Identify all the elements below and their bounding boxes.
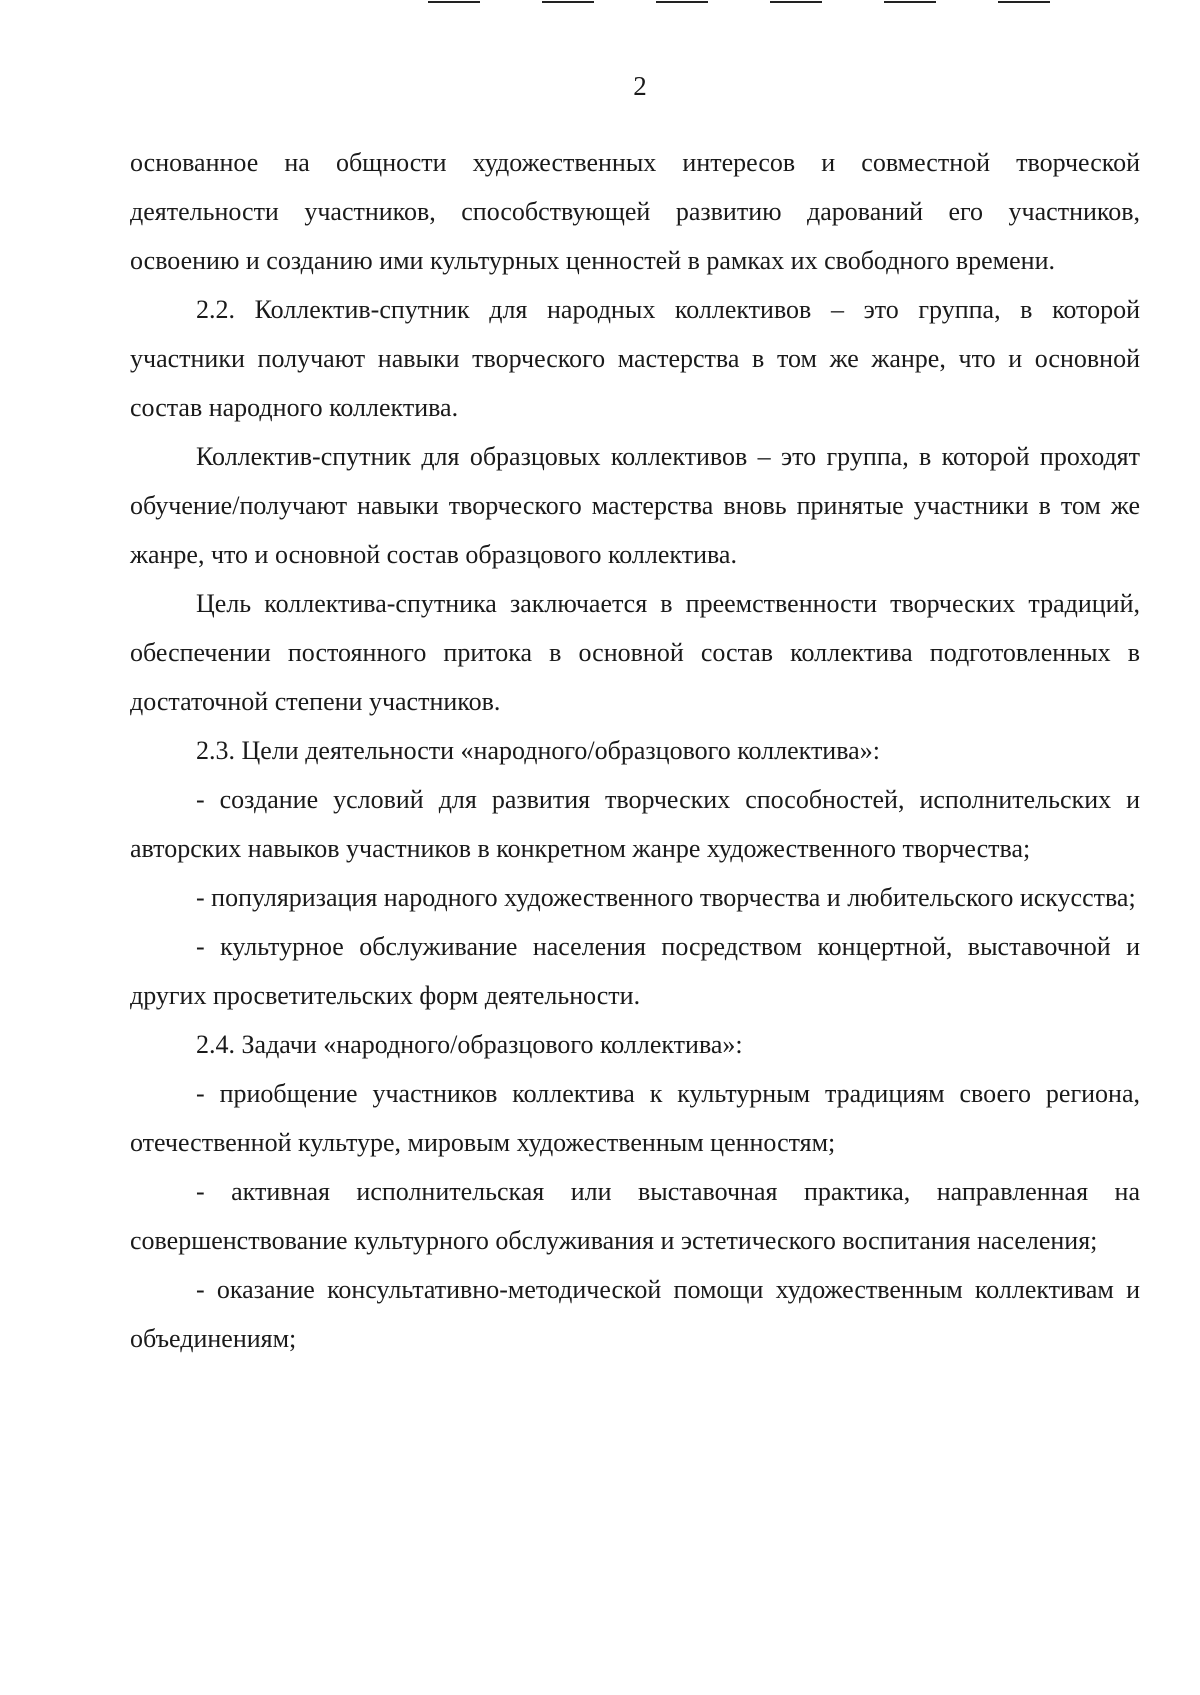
top-mark — [884, 1, 936, 3]
document-body — [130, 138, 1140, 1363]
paragraph-continuation: основанное на общности художественных интересов и совместной творческой деятельности участников, способствующей развитию дарований его участников, освоению и созданию ими культурных ценностей в рамках их свободного времени. — [130, 148, 1140, 275]
top-mark — [656, 1, 708, 3]
section-heading-2-4: 2.4. Задачи «народного/образцового коллектива»: — [196, 1030, 743, 1059]
list-item-task-1: - приобщение участников коллектива к культурным традициям своего региона, отечественной культуре, мировым художественным ценностям; — [130, 1079, 1140, 1157]
paragraph-satellite-goal: Цель коллектива-спутника заключается в преемственности творческих традиций, обеспечении постоянного притока в основной состав коллектива подготовленных в достаточной степени участников. — [130, 589, 1140, 716]
list-item-goal-1: - создание условий для развития творческих способностей, исполнительских и авторских навыков участников в конкретном жанре художественного творчества; — [130, 785, 1140, 863]
paragraph-2-2: 2.2. Коллектив-спутник для народных коллективов – это группа, в которой участники получают навыки творческого мастерства в том же жанре, что и основной состав народного коллектива. — [130, 295, 1140, 422]
top-edge-marks — [0, 0, 1200, 6]
section-heading-2-3: 2.3. Цели деятельности «народного/образцового коллектива»: — [196, 736, 880, 765]
paragraph-satellite-exemplary: Коллектив-спутник для образцовых коллективов – это группа, в которой проходят обучение/получают навыки творческого мастерства вновь принятые участники в том же жанре, что и основной состав образцового коллектива. — [130, 442, 1140, 569]
page-number: 2 — [633, 71, 647, 101]
list-item-task-3: - оказание консультативно-методической помощи художественным коллективам и объединениям; — [130, 1275, 1140, 1353]
top-mark — [542, 1, 594, 3]
top-mark — [998, 1, 1050, 3]
top-mark — [428, 1, 480, 3]
list-item-goal-3: - культурное обслуживание населения посредством концертной, выставочной и других просветительских форм деятельности. — [130, 932, 1140, 1010]
list-item-task-2: - активная исполнительская или выставочная практика, направленная на совершенствование культурного обслуживания и эстетического воспитания населения; — [130, 1177, 1140, 1255]
top-mark — [770, 1, 822, 3]
list-item-goal-2: - популяризация народного художественного творчества и любительского искусства; — [196, 883, 1136, 912]
